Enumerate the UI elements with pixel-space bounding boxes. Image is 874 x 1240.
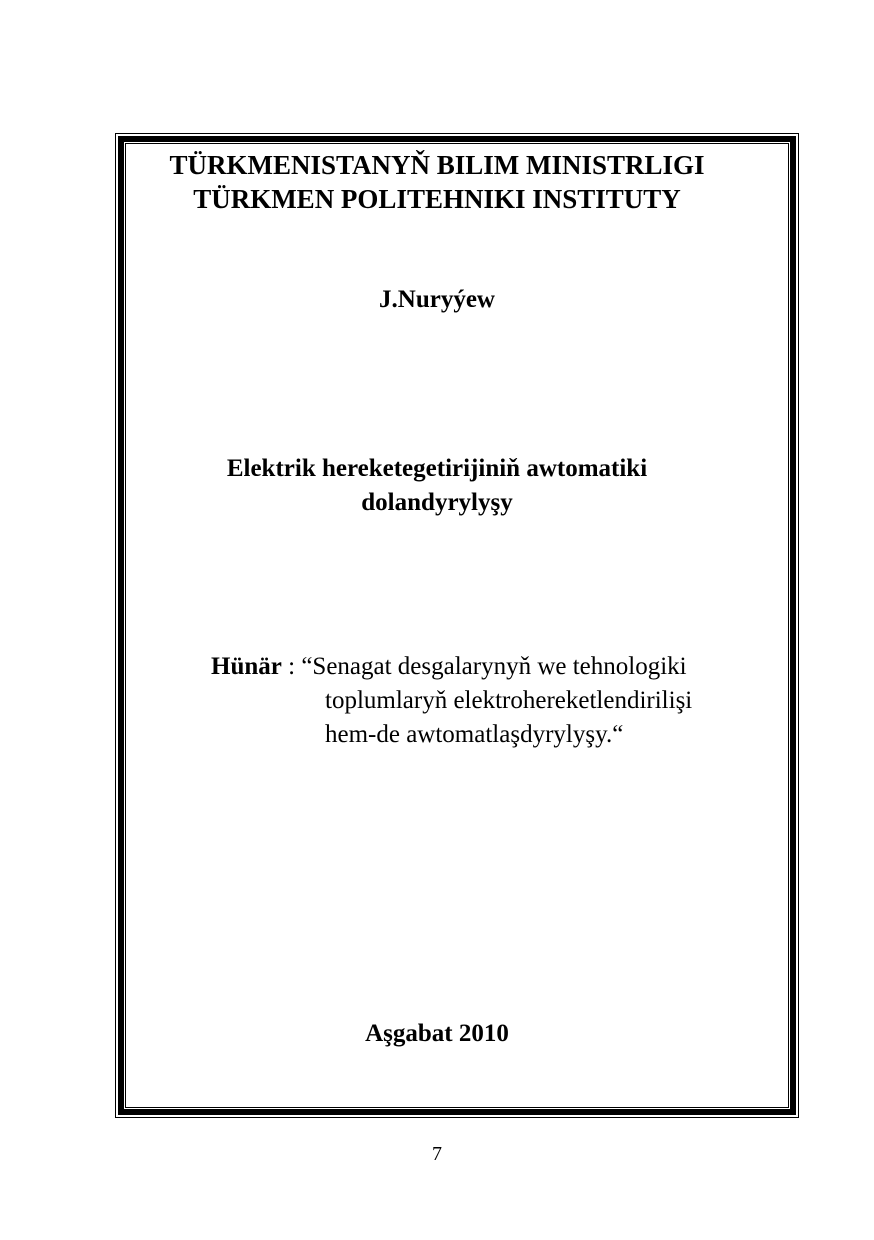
specialty-line-1: “Senagat desgalarynyň we tehnologiki <box>301 653 687 680</box>
author-name: J.Nuryýew <box>379 286 495 313</box>
title-line-2: dolandyrylyşy <box>361 489 513 516</box>
header-block <box>0 148 874 216</box>
institute-name: TÜRKMEN POLITEHNIKI INSTITUTY <box>193 184 681 214</box>
document-title <box>0 452 874 520</box>
ministry-name: TÜRKMENISTANYŇ BILIM MINISTRLIGI <box>169 150 705 180</box>
specialty-line-2: toplumlaryň elektrohereketlendirilişi <box>325 687 693 714</box>
specialty-block <box>211 650 692 752</box>
specialty-separator: : <box>281 653 302 680</box>
specialty-label: Hünär <box>211 653 282 680</box>
title-line-1: Elektrik hereketegetirijiniň awtomatiki <box>226 455 648 482</box>
page-number: 7 <box>432 1143 442 1165</box>
specialty-first-line <box>211 650 692 684</box>
page-border-inner <box>118 136 796 1115</box>
place-and-year: Aşgabat 2010 <box>365 1020 509 1047</box>
specialty-line-3: hem-de awtomatlaşdyrylyşy.“ <box>325 721 624 748</box>
page-border-outer <box>115 133 799 1118</box>
